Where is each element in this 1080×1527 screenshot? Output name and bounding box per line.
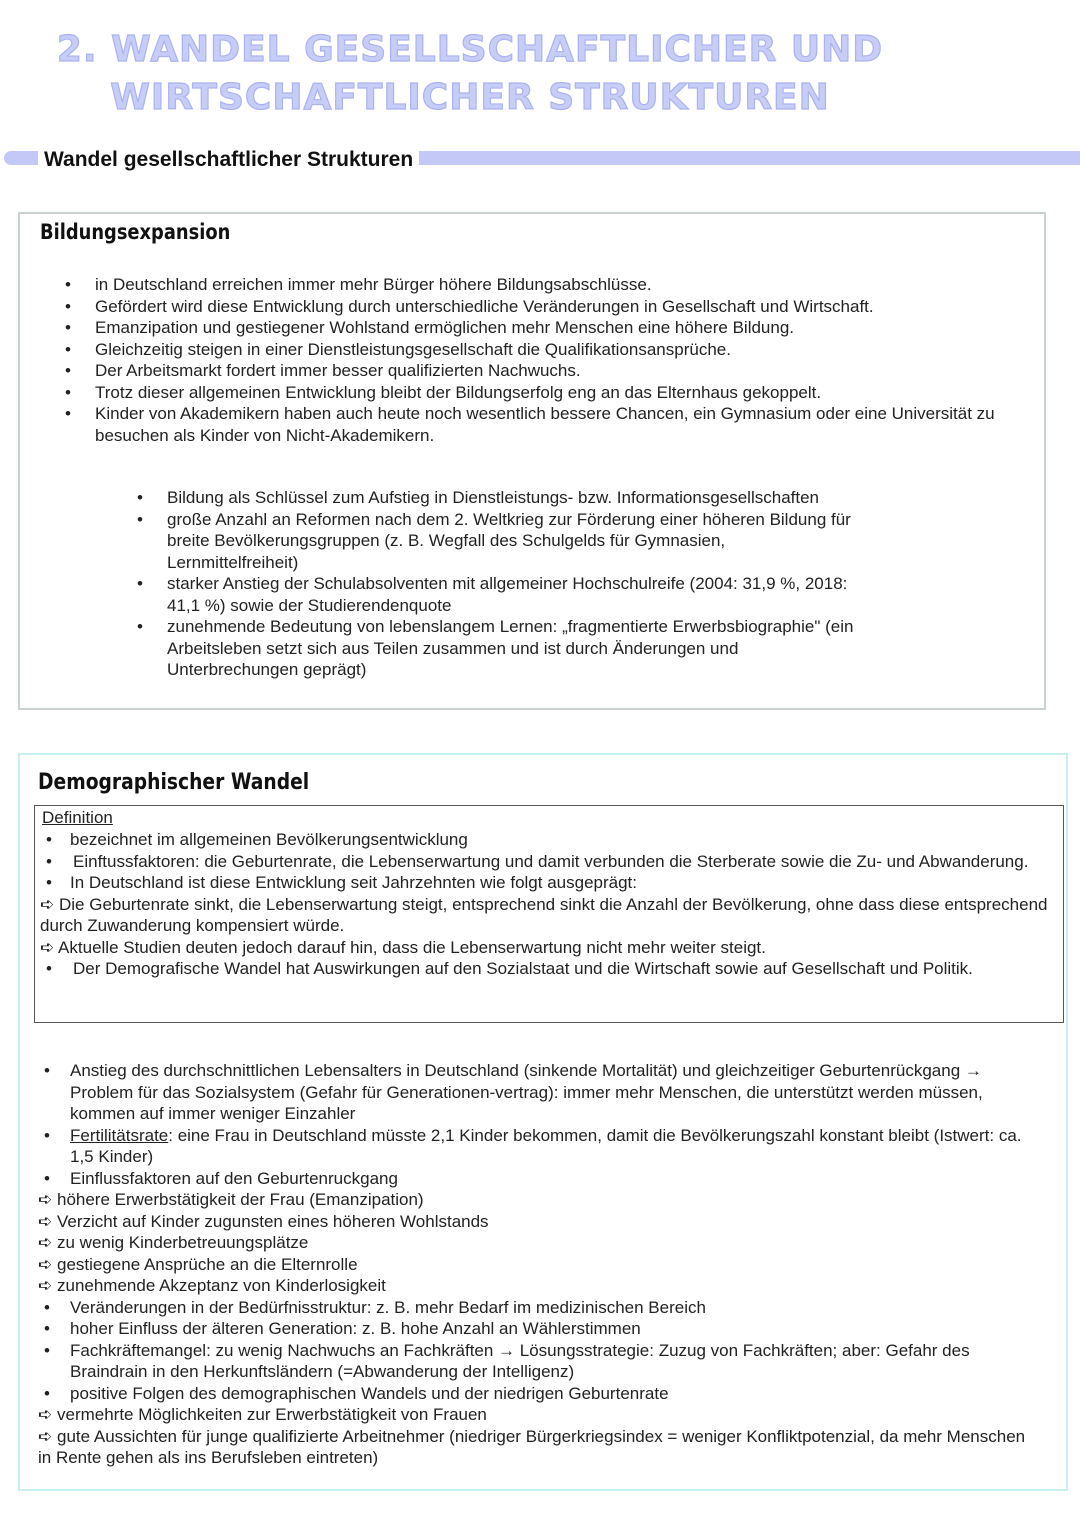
bullet: •: [65, 275, 71, 294]
definition-item: [40, 894, 1050, 937]
list-item: [137, 487, 857, 509]
point-item: [38, 1426, 1043, 1469]
list-item-text: Bildung als Schlüssel zum Aufstieg in Dienstleistungs- bzw. Informationsgesellschaften: [167, 488, 820, 507]
point-item: [38, 1125, 1043, 1168]
definition-item-text: Aktuelle Studien deuten jedoch darauf hin, dass die Lebenserwartung nicht mehr weiter steigt.: [58, 937, 766, 957]
point-text: vermehrte Möglichkeiten zur Erwerbstätigkeit von Frauen: [56, 1405, 487, 1424]
point-item: [38, 1404, 1043, 1426]
bullet: •: [44, 1340, 50, 1360]
point-item: [38, 1232, 1043, 1254]
list-item-text: Emanzipation und gestiegener Wohlstand ermöglichen mehr Menschen eine höhere Bildung.: [95, 318, 795, 337]
point-text: Veränderungen in der Bedürfnisstruktur: z. B. mehr Bedarf im medizinischen Bereich: [70, 1297, 706, 1317]
definition-list: [40, 829, 1050, 980]
bildungsexpansion-list-1: [65, 274, 995, 446]
list-item-text: Gefördert wird diese Entwicklung durch unterschiedliche Veränderungen in Gesellschaft und Wirtschaft.: [95, 296, 874, 316]
demographischer-wandel-heading: Demographischer Wandel: [38, 770, 310, 795]
list-item: [65, 403, 995, 446]
point-text: Anstieg des durchschnittlichen Lebensalters in Deutschland (sinkende Mortalität) und gleichzeitiger Geburtenrückgang → Problem für das Sozialsystem (Gefahr für Generationen-vertrag): immer mehr Menschen, die unterstützt werden müssen, kommen auf immer weniger Einzahler: [70, 1061, 983, 1123]
point-item: [38, 1254, 1043, 1276]
arrow-icon: ➪: [40, 937, 55, 957]
definition-item-text: bezeichnet im allgemeinen Bevölkerungsentwicklung: [70, 830, 468, 849]
bullet: •: [65, 382, 71, 402]
list-item-text: große Anzahl an Reformen nach dem 2. Weltkrieg zur Förderung einer höheren Bildung für breite Bevölkerungsgruppen (z. B. Wegfall des Schulgelds für Gymnasien, Lernmittelfreiheit): [167, 509, 851, 572]
page-title-line-1: 2. WANDEL GESELLSCHAFTLICHER UND: [56, 29, 884, 70]
point-text: positive Folgen des demographischen Wandels und der niedrigen Geburtenrate: [70, 1383, 669, 1403]
point-text: hoher Einfluss der älteren Generation: z. B. hohe Anzahl an Wählerstimmen: [70, 1319, 641, 1338]
definition-item: [40, 851, 1050, 873]
point-text: Einflussfaktoren auf den Geburtenruckgang: [70, 1168, 398, 1188]
demographic-points: [38, 1060, 1043, 1469]
bullet: •: [65, 296, 71, 316]
point-text: Verzicht auf Kinder zugunsten eines höheren Wohlstands: [56, 1211, 489, 1231]
list-item: [65, 339, 995, 361]
definition-item: [40, 872, 1050, 894]
bullet: •: [65, 318, 71, 337]
bullet: •: [65, 339, 71, 359]
definition-item: [40, 829, 1050, 851]
bullet: •: [46, 959, 52, 978]
bullet: •: [44, 1061, 50, 1080]
point-text: zu wenig Kinderbetreuungsplätze: [56, 1233, 309, 1252]
bullet: •: [137, 617, 143, 636]
arrow-icon: ➪: [38, 1233, 53, 1252]
list-item: [65, 274, 995, 296]
point-item: [38, 1275, 1043, 1297]
bullet: •: [46, 851, 52, 871]
point-text: Fachkräftemangel: zu wenig Nachwuchs an Fachkräften → Lösungsstrategie: Zuzug von Fachkräften; aber: Gefahr des Braindrain in den Herkunftsländern (=Abwanderung der Intelligenz): [70, 1340, 970, 1381]
bullet: •: [44, 1168, 50, 1188]
point-text: gute Aussichten für junge qualifizierte Arbeitnehmer (niedriger Bürgerkriegsindex = weniger Konfliktpotenzial, da mehr Menschen in Rente gehen als ins Berufsleben eintreten): [38, 1426, 1026, 1467]
definition-item: [40, 937, 1050, 959]
point-item: [38, 1189, 1043, 1211]
arrow-icon: ➪: [38, 1426, 53, 1446]
bullet: •: [65, 361, 71, 380]
definition-item: [40, 958, 1050, 980]
list-item-text: in Deutschland erreichen immer mehr Bürger höhere Bildungsabschlüsse.: [95, 275, 652, 294]
point-text: höhere Erwerbstätigkeit der Frau (Emanzipation): [56, 1190, 424, 1209]
list-item: [65, 382, 995, 404]
list-item-text: zunehmende Bedeutung von lebenslangem Lernen: „fragmentierte Erwerbsbiographie" (ein Arbeitsleben setzt sich aus Teilen zusammen und ist durch Änderungen und Unterbrechungen geprägt): [167, 617, 854, 679]
bullet: •: [137, 509, 143, 529]
list-item-text: Kinder von Akademikern haben auch heute noch wesentlich bessere Chancen, ein Gymnasium oder eine Universität zu besuchen als Kinder von Nicht-Akademikern.: [95, 404, 995, 445]
definition-item-text: Der Demografische Wandel hat Auswirkungen auf den Sozialstaat und die Wirtschaft sowie auf Gesellschaft und Politik.: [73, 959, 973, 978]
bullet: •: [137, 488, 143, 507]
definition-item-text: Einftussfaktoren: die Geburtenrate, die Lebenserwartung und damit verbunden die Sterberate sowie die Zu- und Abwanderung.: [73, 851, 1029, 871]
arrow-icon: ➪: [38, 1211, 53, 1231]
point-item: [38, 1383, 1043, 1405]
list-item: [137, 616, 857, 681]
list-item-text: Trotz dieser allgemeinen Entwicklung bleibt der Bildungserfolg eng an das Elternhaus gekoppelt.: [95, 382, 822, 402]
bullet: •: [44, 1383, 50, 1403]
section-band-label: Wandel gesellschaftlicher Strukturen: [38, 144, 419, 176]
list-item: [65, 360, 995, 382]
point-item: [38, 1318, 1043, 1340]
arrow-icon: ➪: [40, 894, 55, 914]
list-item: [65, 317, 995, 339]
point-item: [38, 1211, 1043, 1233]
arrow-icon: ➪: [38, 1405, 53, 1424]
bullet: •: [46, 830, 52, 849]
arrow-icon: ➪: [38, 1190, 53, 1209]
bullet: •: [46, 873, 52, 892]
bullet: •: [44, 1319, 50, 1338]
page-title-line-2: WIRTSCHAFTLICHER STRUKTUREN: [110, 77, 830, 118]
bildungsexpansion-list-2: [137, 487, 857, 681]
bullet: •: [44, 1297, 50, 1317]
fertilitaetsrate-term: Fertilitätsrate: [70, 1125, 169, 1145]
bullet: •: [44, 1125, 50, 1145]
point-text: : eine Frau in Deutschland müsste 2,1 Kinder bekommen, damit die Bevölkerungszahl konstant bleibt (Istwert: ca. 1,5 Kinder): [70, 1125, 1022, 1166]
list-item-text: starker Anstieg der Schulabsolventen mit allgemeiner Hochschulreife (2004: 31,9 %, 2018: 41,1 %) sowie der Studierendenquote: [167, 574, 848, 615]
point-item: [38, 1297, 1043, 1319]
list-item-text: Gleichzeitig steigen in einer Dienstleistungsgesellschaft die Qualifikationsansprüche.: [95, 339, 731, 359]
point-item: [38, 1168, 1043, 1190]
arrow-icon: ➪: [38, 1254, 53, 1274]
point-item: [38, 1060, 1043, 1125]
point-text: zunehmende Akzeptanz von Kinderlosigkeit: [56, 1276, 386, 1295]
definition-item-text: Die Geburtenrate sinkt, die Lebenserwartung steigt, entsprechend sinkt die Anzahl der Bevölkerung, ohne dass diese entsprechend durch Zuwanderung kompensiert würde.: [40, 894, 1048, 935]
definition-title: Definition: [42, 808, 113, 827]
list-item: [65, 296, 995, 318]
list-item-text: Der Arbeitsmarkt fordert immer besser qualifizierten Nachwuchs.: [95, 361, 581, 380]
point-item: [38, 1340, 1043, 1383]
arrow-icon: ➪: [38, 1276, 53, 1295]
list-item: [137, 509, 857, 574]
point-text: gestiegene Ansprüche an die Elternrolle: [56, 1254, 358, 1274]
list-item: [137, 573, 857, 616]
definition-item-text: In Deutschland ist diese Entwicklung seit Jahrzehnten wie folgt ausgeprägt:: [70, 873, 637, 892]
bildungsexpansion-heading: Bildungsexpansion: [40, 220, 231, 244]
bullet: •: [65, 404, 71, 423]
bullet: •: [137, 574, 143, 593]
